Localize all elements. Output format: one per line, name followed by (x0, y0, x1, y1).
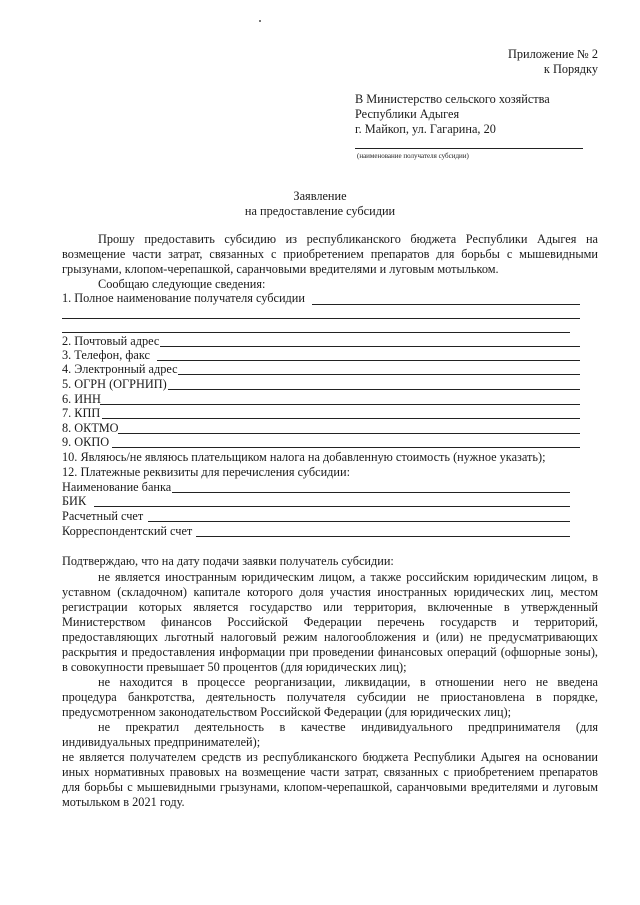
payment-details-heading: 12. Платежные реквизиты для перечисления субсидии: (62, 465, 351, 479)
inn-field[interactable] (62, 392, 580, 407)
correspondent-account-field[interactable] (62, 524, 570, 539)
bank-name-line[interactable] (172, 492, 570, 493)
bik-label: БИК (62, 494, 87, 508)
inn-label: 6. ИНН (62, 392, 101, 406)
bank-name-label: Наименование банка (62, 480, 172, 494)
confirmation-intro: Подтверждаю, что на дату подачи заявки получатель субсидии: (62, 554, 394, 568)
clause-4-line-2: иных нормативных правовых на возмещение части затрат, связанных с приобретением препаратов (62, 765, 598, 779)
bik-field[interactable] (62, 494, 570, 509)
clause-1-line-2: уставном (складочном) капитале которого доля участия иностранных юридических лиц, местом (62, 585, 598, 599)
oktmo-field[interactable] (62, 421, 580, 436)
request-line-2: возмещение части затрат, связанных с приобретением препаратов для борьбы с мышевидными (62, 247, 598, 261)
postal-address-label: 2. Почтовый адрес (62, 334, 160, 348)
kpp-line[interactable] (102, 418, 580, 419)
phone-fax-label: 3. Телефон, факс (62, 348, 150, 362)
appendix-reference: к Порядку (543, 62, 598, 76)
appendix-number: Приложение № 2 (507, 47, 598, 61)
clause-2-line-3: предусмотренном законодательством Российской Федерации (для юридических лиц); (62, 705, 511, 719)
correspondent-account-label: Корреспондентский счет (62, 524, 193, 538)
clause-1-line-4: Министерством финансов Российской Федерации перечень государств и территорий, (62, 615, 598, 629)
full-name-line-c[interactable] (62, 332, 570, 333)
clause-3-line-2: индивидуальных предпринимателей); (62, 735, 261, 749)
applicant-name-caption: (наименование получателя субсидии) (357, 152, 469, 160)
okpo-field[interactable] (62, 435, 580, 450)
okpo-label: 9. ОКПО (62, 435, 110, 449)
phone-fax-field[interactable] (62, 348, 580, 363)
document-title: Заявление (293, 189, 347, 203)
phone-fax-line[interactable] (157, 360, 580, 361)
request-line-1: Прошу предоставить субсидию из республиканского бюджета Республики Адыгея на (98, 232, 598, 246)
vat-payer-statement: 10. Являюсь/не являюсь плательщиком налога на добавленную стоимость (нужное указать); (62, 450, 546, 464)
okpo-line[interactable] (112, 447, 580, 448)
oktmo-line[interactable] (118, 433, 580, 434)
clause-1-line-1: не является иностранным юридическим лицом, а также российским юридическим лицом, в (98, 570, 598, 584)
correspondent-account-line[interactable] (196, 536, 570, 537)
addressee-line-2: Республики Адыгея (355, 107, 460, 121)
kpp-field[interactable] (62, 406, 580, 421)
ogrn-field[interactable] (62, 377, 580, 392)
document-subtitle: на предоставление субсидии (244, 204, 396, 218)
settlement-account-label: Расчетный счет (62, 509, 144, 523)
postal-address-field[interactable] (62, 334, 580, 349)
clause-1-line-3: регистрации которых является государство или территория, включенные в утвержденный (62, 600, 598, 614)
postal-address-line[interactable] (160, 346, 580, 347)
oktmo-label: 8. ОКТМО (62, 421, 119, 435)
clause-3-line-1: не прекратил деятельность в качестве индивидуального предпринимателя (для (98, 720, 598, 734)
clause-1-line-7: в совокупности превышает 50 процентов (для юридических лиц); (62, 660, 407, 674)
addressee-line-1: В Министерство сельского хозяйства (355, 92, 550, 106)
clause-1-line-5: предоставляющих льготный налоговый режим налогообложения и (или) не предусматривающих (62, 630, 598, 644)
scan-speck (259, 20, 261, 22)
bank-name-field[interactable] (62, 480, 570, 495)
clause-4-line-1: не является получателем средств из республиканского бюджета Республики Адыгея на основании (62, 750, 598, 764)
full-name-label: 1. Полное наименование получателя субсидии (62, 291, 305, 305)
applicant-name-line (355, 148, 583, 149)
kpp-label: 7. КПП (62, 406, 101, 420)
clause-4-line-3: для борьбы с мышевидными грызунами, клопом-черепашкой, саранчовыми вредителями и луговым (62, 780, 598, 794)
bik-line[interactable] (94, 506, 570, 507)
email-field[interactable] (62, 362, 580, 377)
ogrn-label: 5. ОГРН (ОГРНИП) (62, 377, 167, 391)
inn-line[interactable] (100, 404, 580, 405)
clause-2-line-2: процедура банкротства, деятельность получателя субсидии не приостановлена в порядке, (62, 690, 598, 704)
clause-2-line-1: не находится в процессе реорганизации, ликвидации, в отношении него не введена (98, 675, 598, 689)
clause-1-line-6: раскрытия и предоставления информации при проведении финансовых операций (офшорные зоны), (62, 645, 598, 659)
email-label: 4. Электронный адрес (62, 362, 178, 376)
ogrn-line[interactable] (168, 389, 580, 390)
full-name-line-b[interactable] (62, 318, 580, 319)
addressee-line-3: г. Майкоп, ул. Гагарина, 20 (355, 122, 496, 136)
request-line-4: Сообщаю следующие сведения: (98, 277, 266, 291)
settlement-account-line[interactable] (148, 521, 570, 522)
request-line-3: грызунами, клопом-черепашкой, саранчовыми вредителями и луговым мотыльком. (62, 262, 499, 276)
email-line[interactable] (178, 374, 580, 375)
clause-4-line-4: мотыльком в 2021 году. (62, 795, 185, 809)
full-name-line-a[interactable] (312, 304, 580, 305)
settlement-account-field[interactable] (62, 509, 570, 524)
